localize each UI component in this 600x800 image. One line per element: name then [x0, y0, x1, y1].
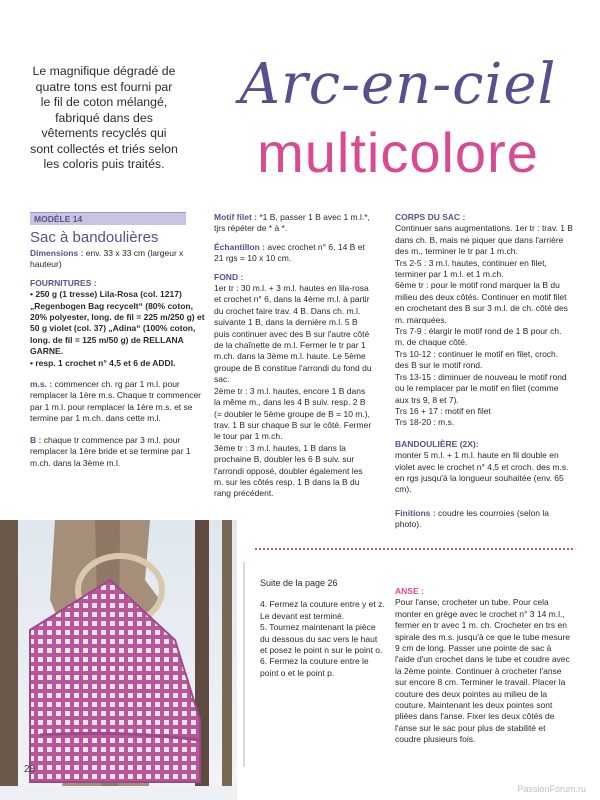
watermark: PassionForum.ru — [517, 784, 586, 794]
ms-label: m.s. : — [30, 379, 53, 390]
corps-paragraph-1: Continuer sans augmentations. 1er tr : trav. 1 B dans ch. B, mais ne piquer que dans l'arrière des m., terminer le tr par 1 m.ch. — [395, 223, 573, 257]
suite-heading: Suite de la page 26 — [260, 578, 338, 588]
bandouliere-text: monter 5 m.l. + 1 m.l. haute en fil double en violet avec le crochet n° 4,5 et croch. des m.s. en rgs jusqu'à la longueur souhaitée (env. 65 cm). — [395, 450, 569, 495]
corps-paragraph-5: Trs 10-12 : continuer le motif en filet, croch. des B sur le motif rond. — [395, 348, 559, 371]
suite-section — [260, 578, 385, 686]
corps-label: CORPS DU SAC : — [395, 212, 466, 222]
anse-label: ANSE : — [395, 586, 424, 596]
corps-paragraph-3: 6ème tr : pour le motif rond marquer la B du milieu des deux côtés. Continuer en motif filet en crochetant des B sur 3 m.l. de ch. côté des m. marquées. — [395, 280, 568, 325]
corps-paragraph-2: Trs 2-5 : 3 m.l. hautes, continuer en filet, terminer par 1 m.l. et 1 m.ch. — [395, 257, 547, 280]
corps-paragraph-7: Trs 16 + 17 : motif en filet — [395, 405, 491, 416]
title-line-1: Arc-en-ciel — [239, 52, 557, 117]
product-title: Sac à bandoulières — [30, 229, 159, 246]
dimensions-label: Dimensions : — [30, 248, 84, 258]
column-1 — [30, 248, 205, 476]
suite-step-5: 5. Tournez maintenant la pièce du dessous du sac vers le haut et posez le point n sur le point o. — [260, 622, 383, 656]
ms-text: commencer ch. rg par 1 m.l. pour remplacer la 1ère m.s. Chaque tr commencer par 1 m.l. pour remplacer la 1ère m.s. et se termine par 1 m.ch. dans cette m.l. — [30, 379, 202, 424]
anse-text: Pour l'anse, crocheter un tube. Pour cela monter en grège avec le crochet n° 3 14 m.l., fermer en tr avec 1 m. ch. Crocheter en trs en spirale des m.s. jusqu'à ce que le tube mesure 9 cm de long. Passer une pointe de sac à l'aide d'un crochet dans le tube et coudre avec la 2ème pointe. Continuer à crocheter l'anse sur encore 8 cm. Terminer le travail. Placer la couture des deux pointes au milieu de la couture. Maintenant les deux pointes sont pliées dans l'anse. Fixer les deux côtés de l'anse sur le sac pour plus de stabilité et coudre plusieurs fois. — [395, 597, 571, 745]
fond-paragraph-1: 1er tr : 30 m.l. + 3 m.l. hautes en lila-rosa et crochet n° 6, dans la 4ème m.l. à partir du crochet faire trav. 4 B. Dans ch. m.l. suivante 1 B, dans la dernière m.l. 5 B puis continuer avec des B sur l'autre côté de la chaînette de m.l. Fermer le tr par 1 m.ch. dans la 3ème m.l. haute. Le 5ème groupe de B constitue l'arrondi du fond du sac. — [214, 283, 372, 385]
suite-step-6: 6. Fermez la couture entre le point o et le point p. — [260, 656, 369, 678]
corps-paragraph-4: Trs 7-9 : élargir le motif rond de 1 B pour ch. m. de chaque côté. — [395, 326, 562, 348]
finitions-label: Finitions : — [395, 507, 436, 518]
suite-step-4: 4. Fermez la couture entre y et z. Le devant est terminé. — [260, 599, 385, 621]
corps-paragraph-8: Trs 18-20 : m.s. — [395, 417, 455, 428]
motif-label: Motif filet : — [214, 212, 257, 222]
finitions-text: coudre les courroies (selon la photo). — [395, 507, 550, 530]
bag-photo — [0, 520, 237, 800]
anse-section — [395, 586, 573, 753]
column-2 — [214, 212, 374, 507]
echantillon-label: Échantillon : — [214, 241, 265, 252]
corps-paragraph-6: Trs 13-15 : diminuer de nouveau le motif rond ou le remplacer par le motif en filet (comme aux trs 9, 8 et 7). — [395, 371, 567, 405]
column-3 — [395, 212, 573, 538]
b-text: chaque tr commence par 3 m.l. pour remplacer la 1ère bride et se termine par 1 m.ch. dans la 3ème m.l. — [30, 434, 191, 468]
model-badge: MODÈLE 14 — [30, 212, 186, 225]
fournitures-label: FOURNITURES : — [30, 277, 97, 288]
bandouliere-label: BANDOULIÈRE (2X): — [395, 438, 479, 449]
fournitures-item-1: • 250 g (1 tresse) Lila-Rosa (col. 1217) „Regenbogen Bag recycelt“ (80% coton, 20% polyester, long. de fil = 225 m/250 g) et 50 g violet (col. 37) „Adina“ (100% coton, long. de fil = 125 m/50 g) de RELLANA GARNE. — [30, 289, 205, 357]
b-label: B : — [30, 434, 42, 445]
dimensions-text: env. 33 x 33 cm (largeur x hauteur) — [30, 248, 184, 270]
motif-text: *1 B, passer 1 B avec 1 m.l.*, tjrs répéter de * à *. — [214, 212, 370, 234]
fond-paragraph-3: 3ème tr : 3 m.l. hautes, 1 B dans la prochaine B, doubler les 6 B suiv. sur l'arrondi opposé, doubler également les m. sur les côtés resp. 1 B dans la B du rang précédent. — [214, 442, 363, 499]
bag-photo-illustration — [0, 520, 237, 800]
fournitures-item-2: • resp. 1 crochet n° 4,5 et 6 de ADDI. — [30, 357, 176, 368]
intro-text: Le magnifique dégradé de quatre tons est fourni par le fil de coton mélangé, fabriqué dans des vêtements recyclés qui sont collectés et triés selon les coloris puis traités. — [30, 64, 178, 171]
echantillon-text: avec crochet n° 6, 14 B et 21 rgs = 10 x 10 cm. — [214, 241, 365, 264]
fond-label: FOND : — [214, 271, 244, 282]
page-number: 28 — [24, 764, 36, 775]
title-line-2: multicolore — [257, 121, 539, 184]
continuation-bar — [243, 562, 245, 767]
fond-paragraph-2: 2ème tr : 3 m.l. hautes, encore 1 B dans la même m., dans les 4 B suiv. resp. 2 B (= doubler le 5ème groupe de B = 10 m.), trav. 1 B sur chaque B sur le côté. Fermer le tour par 1 m.ch. — [214, 385, 372, 442]
dotted-divider — [255, 548, 573, 552]
